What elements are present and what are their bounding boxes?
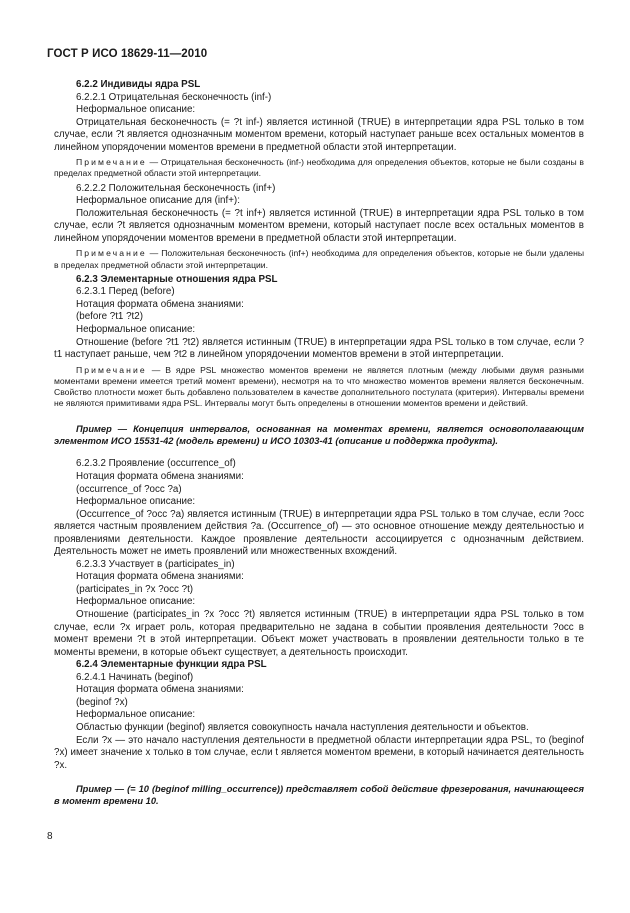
subsection-title: 6.2.3.1 Перед (before)	[76, 286, 175, 298]
paragraph: Нотация формата обмена знаниями:	[76, 298, 244, 310]
paragraph: Неформальное описание:	[76, 324, 196, 336]
subsection-title: 6.2.4.1 Начинать (beginof)	[76, 671, 194, 683]
kif-notation: (occurrence_of ?occ ?a)	[76, 483, 182, 495]
paragraph: Неформальное описание:	[76, 596, 196, 608]
paragraph: Если ?x — это начало наступления деятельности в предметной области интерпретации ядра PSL, то (beginof ?x) имеет значение x только в том случае, если t является моментом времени, в который начинается деятельность ?x.	[54, 734, 584, 771]
paragraph: Нотация формата обмена знаниями:	[76, 471, 244, 483]
document-header: ГОСТ Р ИСО 18629-11—2010	[47, 48, 208, 60]
section-heading: 6.2.4 Элементарные функции ядра PSL	[76, 659, 267, 671]
note	[54, 157, 584, 179]
paragraph: Нотация формата обмена знаниями:	[76, 571, 244, 583]
paragraph: (Occurrence_of ?occ ?a) является истинным (TRUE) в интерпретации ядра PSL только в том случае, если ?occ является частным проявлением действия ?a. (Occurrence_of) — это основное отношение между деятельностью и проявлениями деятельности. Каждое проявление деятельности ассоциируется с однозначным действием. Деятельность может не иметь проявлений или множественных вхождений.	[54, 508, 584, 558]
note-text: — Положительная бесконечность (inf+) необходима для определения объектов, которые не были удалены в пределах предметной области этой интерпретации.	[54, 248, 584, 270]
note-label: Примечание	[76, 248, 147, 259]
paragraph: Областью функции (beginof) является совокупность начала наступления деятельности и объектов.	[76, 721, 529, 733]
example: Пример — Концепция интервалов, основанная на моментах времени, является основополагающим элементом ИСО 15531-42 (модель времени) и ИСО 10303-41 (описание и поддержка продукта).	[54, 424, 584, 447]
subsection-title: 6.2.3.2 Проявление (occurrence_of)	[76, 458, 236, 470]
paragraph: Отношение (before ?t1 ?t2) является истинным (TRUE) в интерпретации ядра PSL только в том случае, если ?t1 наступает раньше, чем ?t2 в линейном упорядочении моментов времени в этой интерпретации.	[54, 336, 584, 361]
paragraph: Отрицательная бесконечность (= ?t inf-) является истинной (TRUE) в интерпретации ядра PSL только в том случае, если ?t является однозначным моментом времени, который наступает раньше всех остальных моментов в линейном упорядочении моментов времени в предметной области этой интерпретации.	[54, 116, 584, 153]
paragraph: Неформальное описание для (inf+):	[76, 195, 240, 207]
paragraph: Неформальное описание:	[76, 104, 196, 116]
paragraph: Нотация формата обмена знаниями:	[76, 684, 244, 696]
kif-notation: (before ?t1 ?t2)	[76, 311, 143, 323]
subsection-title: 6.2.2.1 Отрицательная бесконечность (inf-)	[76, 91, 272, 103]
document-body	[54, 79, 584, 810]
note	[54, 248, 584, 270]
note-label: Примечание	[76, 364, 147, 375]
note-label: Примечание	[76, 157, 147, 168]
section-heading: 6.2.2 Индивиды ядра PSL	[76, 79, 201, 90]
paragraph: Неформальное описание:	[76, 709, 196, 721]
subsection-title: 6.2.2.2 Положительная бесконечность (inf+)	[76, 182, 276, 194]
section-heading: 6.2.3 Элементарные отношения ядра PSL	[76, 273, 278, 285]
kif-notation: (participates_in ?x ?occ ?t)	[76, 583, 194, 595]
page-number: 8	[47, 831, 53, 842]
paragraph: Отношение (participates_in ?x ?occ ?t) является истинным (TRUE) в интерпретации ядра PSL только в том случае, если ?x играет роль, которая предварительно не задана в событии проявления деятельности ?occ в момент времени ?t в этой интерпретации. Объект может участвовать в проявлении деятельности только в те моменты времени, в которые объект существует, а деятельность происходит.	[54, 609, 584, 658]
note	[54, 365, 584, 410]
paragraph: Положительная бесконечность (= ?t inf+) является истинной (TRUE) в интерпретации ядра PSL только в том случае, если ?t является однозначным моментом времени, который наступает после всех остальных моментов в линейном упорядочении моментов времени в предметной области этой интерпретации.	[54, 207, 584, 244]
example: Пример — (= 10 (beginof milling_occurrence)) представляет собой действие фрезерования, начинающееся в момент времени 10.	[54, 784, 584, 807]
paragraph: Неформальное описание:	[76, 496, 196, 508]
subsection-title: 6.2.3.3 Участвует в (participates_in)	[76, 558, 235, 570]
note-text: — Отрицательная бесконечность (inf-) необходима для определения объектов, которые не были созданы в пределах предметной области этой интерпретации.	[54, 157, 584, 179]
kif-notation: (beginof ?x)	[76, 696, 128, 708]
note-text: — В ядре PSL множество моментов времени не является плотным (между любыми двумя разными моментами времени имеется третий момент времени), несмотря на то что множество моментов времени является бесконечным. Свойство плотности может быть добавлено пользователем в качестве дополнительного постулата (критерия). Интервалы времени не являются примитивами ядра PSL. Интервалы могут быть определены в отношении моментов времени и действий.	[54, 364, 584, 409]
